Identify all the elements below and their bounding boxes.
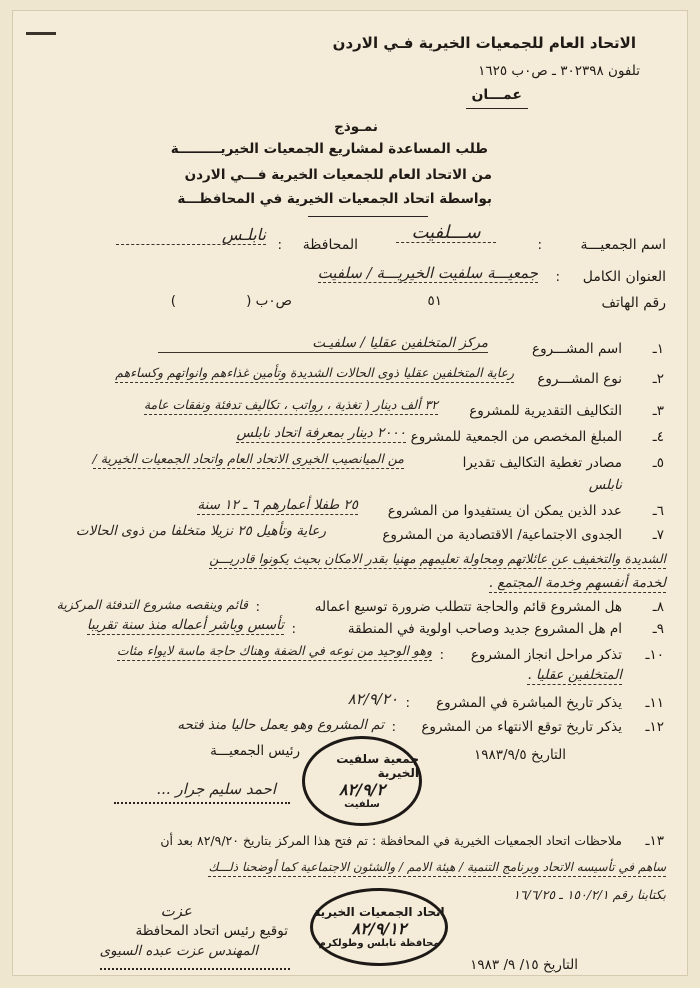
item-11-value: ٨٢/٩/٢٠ [347, 690, 398, 708]
item-3-value: ٣٢ ألف دينار ( تغذية ، رواتب ، تكاليف تدفئة ونفقات عامة [144, 396, 438, 415]
item-7-value-cont2: لخدمة أنفسهم وخدمة المجتمع . [488, 575, 666, 591]
item-7-num: ٧ـ [652, 527, 664, 543]
stamp1-top: جمعية سلفيت الخيرية [336, 752, 419, 780]
item-1-label: اسم المشـــروع [532, 341, 622, 357]
title-underline [308, 216, 428, 217]
address-value: جمعيـــة سلفيت الخيريـــة / سلفيت [317, 264, 538, 282]
item-10-label: تذكر مراحل انجاز المشروع [470, 647, 622, 663]
colon: : [537, 237, 542, 253]
item-1-value: مركز المتخلفين عقليا / سلفيـت [158, 334, 488, 353]
stamp2-top: اتحاد الجمعيات الخيرية [313, 905, 445, 919]
item-7-value-cont1: الشديدة والتخفيف عن عائلاتهم ومحاولة تعليمهم مهنيا بقدر الامكان بحيث يكونوا قادريـــن [209, 550, 666, 569]
header-org: الاتحاد العام للجمعيات الخيرية فـي الاردن [332, 34, 636, 52]
colon: : [277, 237, 282, 253]
governorate-value: نابلـس [116, 226, 266, 245]
item-10-value-cont: المتخلفين عقليا . [527, 667, 622, 683]
sign2-label: توقيع رئيس اتحاد المحافظة [135, 923, 288, 939]
sign1-chair-label: رئيس الجمعيـــة [210, 743, 300, 759]
item-5-value-cont: نابلس [588, 477, 622, 493]
stamp1-date: ٨٢/٩/٢ [338, 780, 386, 799]
notes-line2: ساهم في تأسيسه الاتحاد وبرنامج التنمية / هيئة الامم / والشئون الاجتماعية كما أوضحنا ذلـــك [208, 858, 666, 877]
item-4-value: ٢٠٠٠ دينار بمعرفة اتحاد نابلس [236, 425, 406, 441]
stamp2-bottom: محافظة نابلس وطولكرم [318, 938, 440, 949]
item-4-num: ٤ـ [652, 429, 664, 445]
colon: : [391, 719, 396, 735]
item-5-label: مصادر تغطية التكاليف تقديرا [462, 455, 622, 471]
phone-value: ٥١ [427, 293, 442, 309]
item-9-value: تأسس وباشر أعماله منذ سنة تقريبا [86, 617, 284, 633]
union-stamp [310, 888, 448, 966]
item-11-label: يذكر تاريخ المباشرة في المشروع [436, 695, 622, 711]
header-phone: تلفون ٣٠٢٣٩٨ ـ ص٠ب ١٦٢٥ [478, 63, 640, 79]
governorate-label: المحافظة [302, 237, 358, 253]
item-2-value: رعاية المتخلفين عقليا ذوى الحالات الشديدة وتأمين غذاءهم وانواتهم وكساءهم [115, 364, 514, 383]
item-12-value: تم المشروع وهو يعمل حاليا منذ فتحه [177, 717, 384, 733]
sign1-dotted-line [114, 802, 290, 804]
item-5-num: ٥ـ [652, 455, 664, 471]
item-11-num: ١١ـ [645, 695, 664, 711]
item-9-num: ٩ـ [652, 621, 664, 637]
form-title-line3: من الاتحاد العام للجمعيات الخيرية فـــي الاردن [184, 167, 492, 183]
sign2-date: التاريخ ١٥/ ٩/ ١٩٨٣ [470, 957, 578, 973]
form-title: نمـوذج [334, 119, 378, 135]
colon: : [439, 647, 444, 663]
form-title-line2: طلب المساعدة لمشاريع الجمعيات الخيريـــــــــة [170, 141, 488, 157]
form-title-line4: بواسطة اتحاد الجمعيات الخيرية في المحافظـــة [177, 191, 492, 207]
sign1-signature: احمد سليم جرار ... [156, 780, 276, 798]
staple-mark [26, 32, 56, 35]
header-city: عمـــان [471, 87, 522, 103]
notes-line1: ملاحظات اتحاد الجمعيات الخيرية في المحافظة : تم فتح هذا المركز بتاريخ ٨٢/٩/٢٠ بعد أن [160, 833, 622, 848]
item-1-num: ١ـ [652, 341, 664, 357]
item-9-label: ام هل المشروع جديد وصاحب اولوية في المنطقة [347, 621, 622, 637]
colon: : [405, 695, 410, 711]
item-10-num: ١٠ـ [645, 647, 664, 663]
item-13-num: ١٣ـ [645, 833, 664, 849]
document-page [12, 10, 688, 976]
sign2-dotted-line [100, 968, 290, 970]
stamp2-date: ٨٢/٩/١٢ [351, 919, 407, 938]
sign1-date: التاريخ ١٩٨٣/٩/٥ [474, 747, 566, 763]
item-12-num: ١٢ـ [645, 719, 664, 735]
item-6-label: عدد الذين يمكن ان يستفيدوا من المشروع [387, 503, 622, 519]
colon: : [291, 621, 296, 637]
phone-label: رقم الهاتف [601, 295, 666, 311]
stamp1-bottom: سلفيت [344, 799, 380, 810]
item-5-value: من الميانصيب الخيرى الاتحاد العام واتحاد الجمعيات الخيرية / [93, 450, 404, 469]
society-stamp [302, 736, 422, 826]
item-3-label: التكاليف التقديرية للمشروع [469, 403, 622, 419]
item-6-value: ٢٥ طفلا أعمارهم ٦ ـ ١٢ سنة [197, 497, 358, 513]
item-4-label: المبلغ المخصص من الجمعية للمشروع [410, 429, 622, 445]
item-8-num: ٨ـ [652, 599, 664, 615]
address-label: العنوان الكامل [582, 269, 666, 285]
pobox-label: ص٠ب ( [246, 293, 292, 309]
item-8-value: قائم وينقصه مشروع التدفئة المركزية [56, 597, 248, 612]
item-12-label: يذكر تاريخ توقع الانتهاء من المشروع [421, 719, 622, 735]
sign2-name: المهندس عزت عبده السيوى [99, 943, 258, 959]
colon: : [255, 599, 260, 615]
item-3-num: ٣ـ [652, 403, 664, 419]
item-7-label: الجدوى الاجتماعية/ الاقتصادية من المشروع [382, 527, 622, 543]
sign2-signature: عزت [160, 902, 192, 920]
society-value: ســـلفيت [396, 224, 496, 243]
colon: : [555, 269, 560, 285]
pobox-close: ) [170, 293, 176, 309]
society-label: اسم الجمعيـــة [580, 237, 666, 253]
notes-line3: بكتابنا رقم ١٥٠/٢/١ ـ ١٦/٦/٢٥ [513, 887, 666, 902]
city-underline [466, 108, 528, 109]
item-2-num: ٢ـ [652, 371, 664, 387]
item-7-value: رعاية وتأهيل ٢٥ نزيلا متخلفا من ذوى الحالات [75, 523, 326, 539]
item-8-label: هل المشروع قائم والحاجة تتطلب ضرورة توسيع اعماله [314, 599, 622, 615]
item-6-num: ٦ـ [652, 503, 664, 519]
item-10-value: وهو الوحيد من نوعه في الضفة وهناك حاجة ماسة لايواء مئات [117, 642, 432, 661]
item-2-label: نوع المشـــروع [537, 371, 622, 387]
